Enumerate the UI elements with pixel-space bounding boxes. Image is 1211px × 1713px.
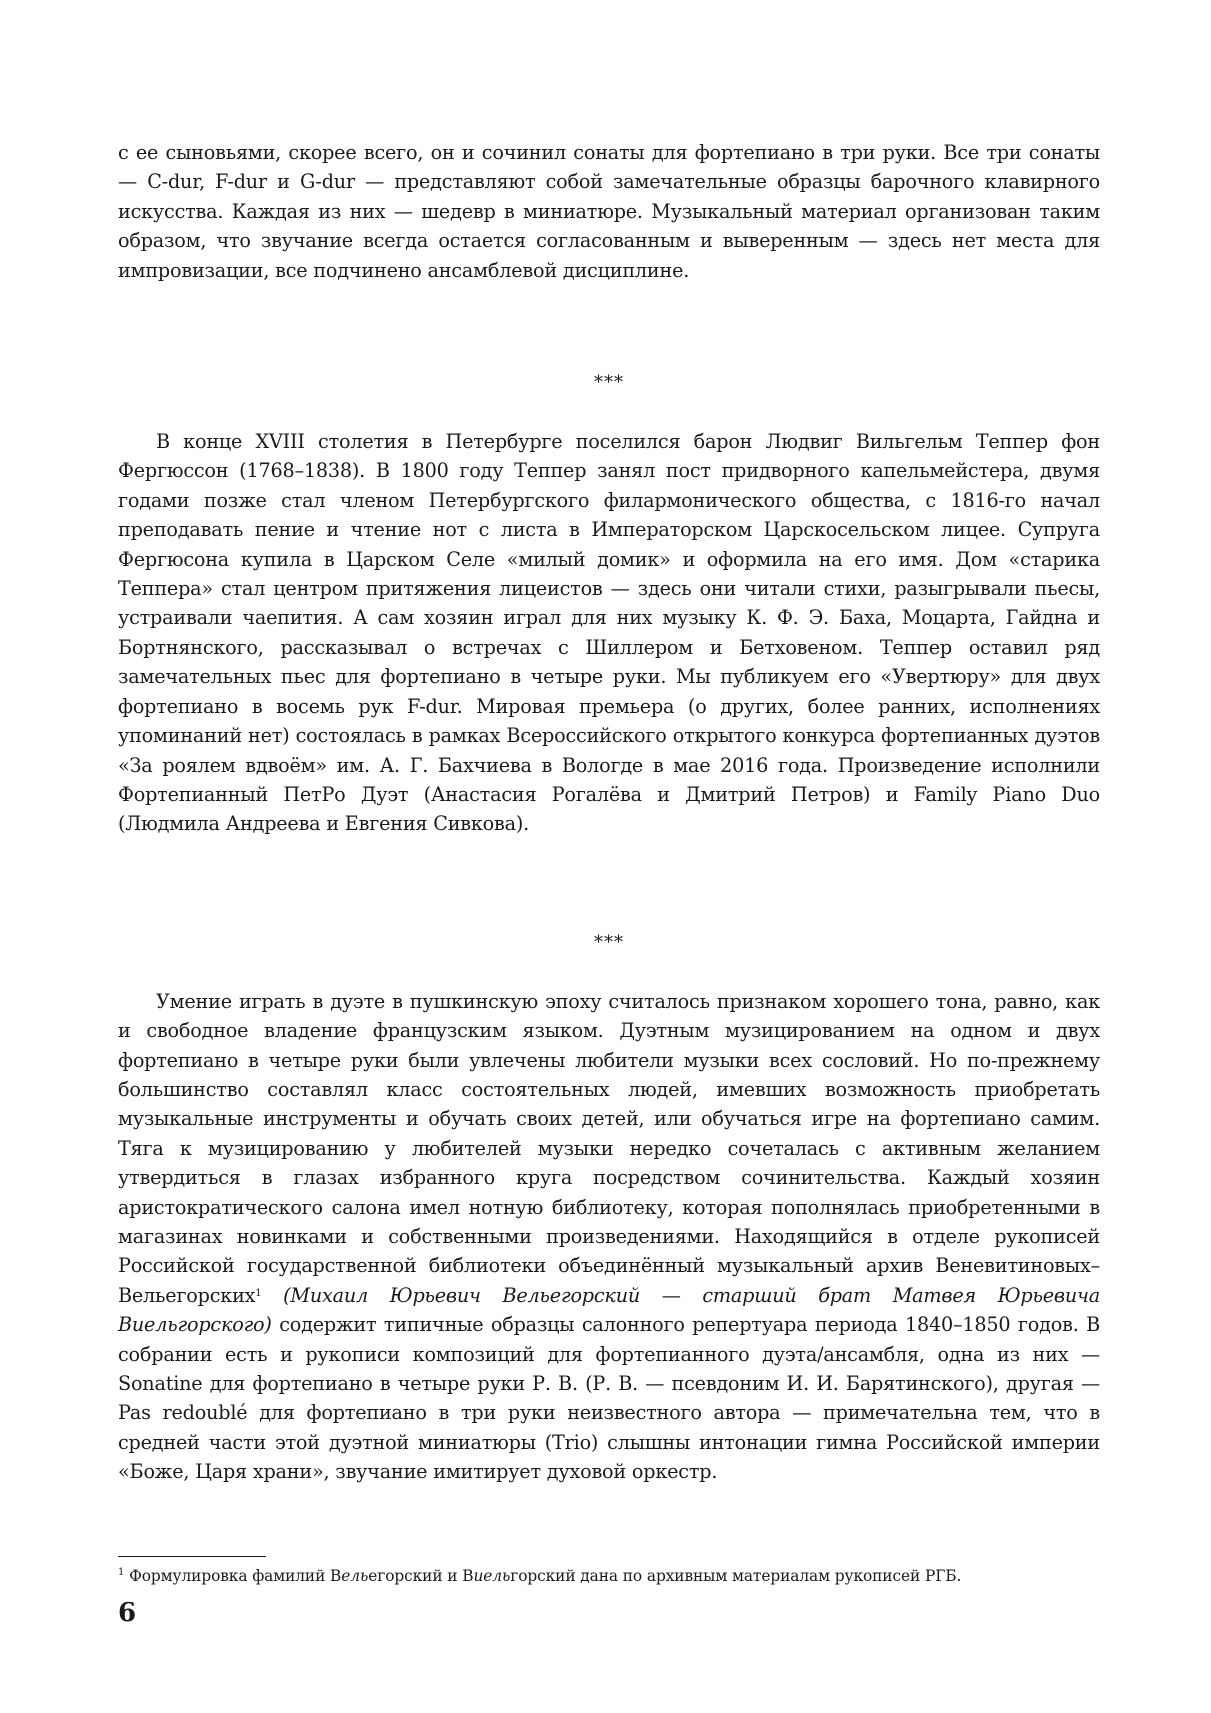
footnote [118, 1566, 1100, 1586]
footnote-text: Формулировка фамилий В [129, 1567, 342, 1585]
page-number: 6 [118, 1598, 137, 1628]
footnote-divider [118, 1556, 266, 1557]
footnote-text: горский дана по архивным материалам рукописей РГБ. [510, 1567, 962, 1585]
footnote-italic: иель [473, 1567, 511, 1585]
section-separator: *** [594, 931, 624, 953]
paragraph-duet-tradition [118, 987, 1100, 1487]
paragraph-tepper: В конце XVIII столетия в Петербурге поселился барон Людвиг Вильгельм Теппер фон Фергюссон (1768–1838). В 1800 году Теппер занял пост придворного капельмейстера, двумя годами позже стал членом Петербургского филармонического общества, с 1816-го начал преподавать пение и чтение нот с листа в Императорском Царскосельском лицее. Супруга Фергюсона купила в Царском Селе «милый домик» и оформила на его имя. Дом «старика Теппера» стал центром притяжения лицеистов — здесь они читали стихи, разыгрывали пьесы, устраивали чаепития. А сам хозяин играл для них музыку К. Ф. Э. Баха, Моцарта, Гайдна и Бортнянского, рассказывал о встречах с Шиллером и Бетховеном. Теппер оставил ряд замечательных пьес для фортепиано в четыре руки. Мы публикуем его «Увертюру» для двух фортепиано в восемь рук F-dur. Мировая премьера (о других, более ранних, исполнениях упоминаний нет) состоялась в рамках Всероссийского открытого конкурса фортепианных дуэтов «За роялем вдвоём» им. А. Г. Бахчиева в Вологде в мае 2016 года. Произведение исполнили Фортепианный ПетРо Дуэт (Анастасия Рогалёва и Дмитрий Петров) и Family Piano Duo (Людмила Андреева и Евгения Сивкова). [118, 430, 1100, 836]
page-body [118, 138, 1100, 1487]
footnote-italic: ель [341, 1567, 369, 1585]
italic-remark: (Михаил Юрьевич Вельегорский — старший брат Матвея Юрьевича Виельгорского) [118, 1283, 1100, 1337]
section-separator: *** [594, 372, 624, 394]
footnote-reference: 1 [255, 1287, 262, 1299]
paragraph-text: Умение играть в дуэте в пушкинскую эпоху считалось признаком хорошего тона, равно, как и свободное владение французским языком. Дуэтным музицированием на одном и двух фортепиано в четыре руки были увлечены любители музыки всех сословий. Но по-прежнему большинство составлял класс состоятельных людей, имевших возможность приобретать музыкальные инструменты и обучать своих детей, или обучаться игре на фортепиано самим. Тяга к музицированию у любителей музыки нередко сочеталась с активным желанием утвердиться в глазах избранного круга посредством сочинительства. Каждый хозяин аристократического салона имел нотную библиотеку, которая пополнялась приобретенными в магазинах новинками и собственными произведениями. Находящийся в отделе рукописей Российской государственной библиотеки объединённый музыкальный архив Веневитиновых–Вельегорских [118, 989, 1100, 1307]
paragraph-text: содержит типичные образцы салонного репертуара периода 1840–1850 годов. В собрании есть и рукописи композиций для фортепианного дуэта/ансамбля, одна из них — Sonatine для фортепиано в четыре руки Р. В. (Р. В. — псевдоним И. И. Барятинского), другая — Pas redoublé для фортепиано в три руки неизвестного автора — примечательна тем, что в средней части этой дуэтной миниатюры (Trio) слышны интонации гимна Российской империи «Боже, Царя храни», звучание имитирует духовой оркестр. [118, 1313, 1100, 1484]
paragraph-sonatas: с ее сыновьями, скорее всего, он и сочинил сонаты для фортепиано в три руки. Все три сонаты — C-dur, F-dur и G-dur — представляют собой замечательные образцы барочного клавирного искусства. Каждая из них — шедевр в миниатюре. Музыкальный материал организован таким образом, что звучание всегда остается согласованным и выверенным — здесь нет места для импровизации, все подчинено ансамблевой дисциплине. [118, 141, 1100, 282]
footnote-text: егорский и В [368, 1567, 474, 1585]
footnote-marker: 1 [118, 1567, 125, 1578]
